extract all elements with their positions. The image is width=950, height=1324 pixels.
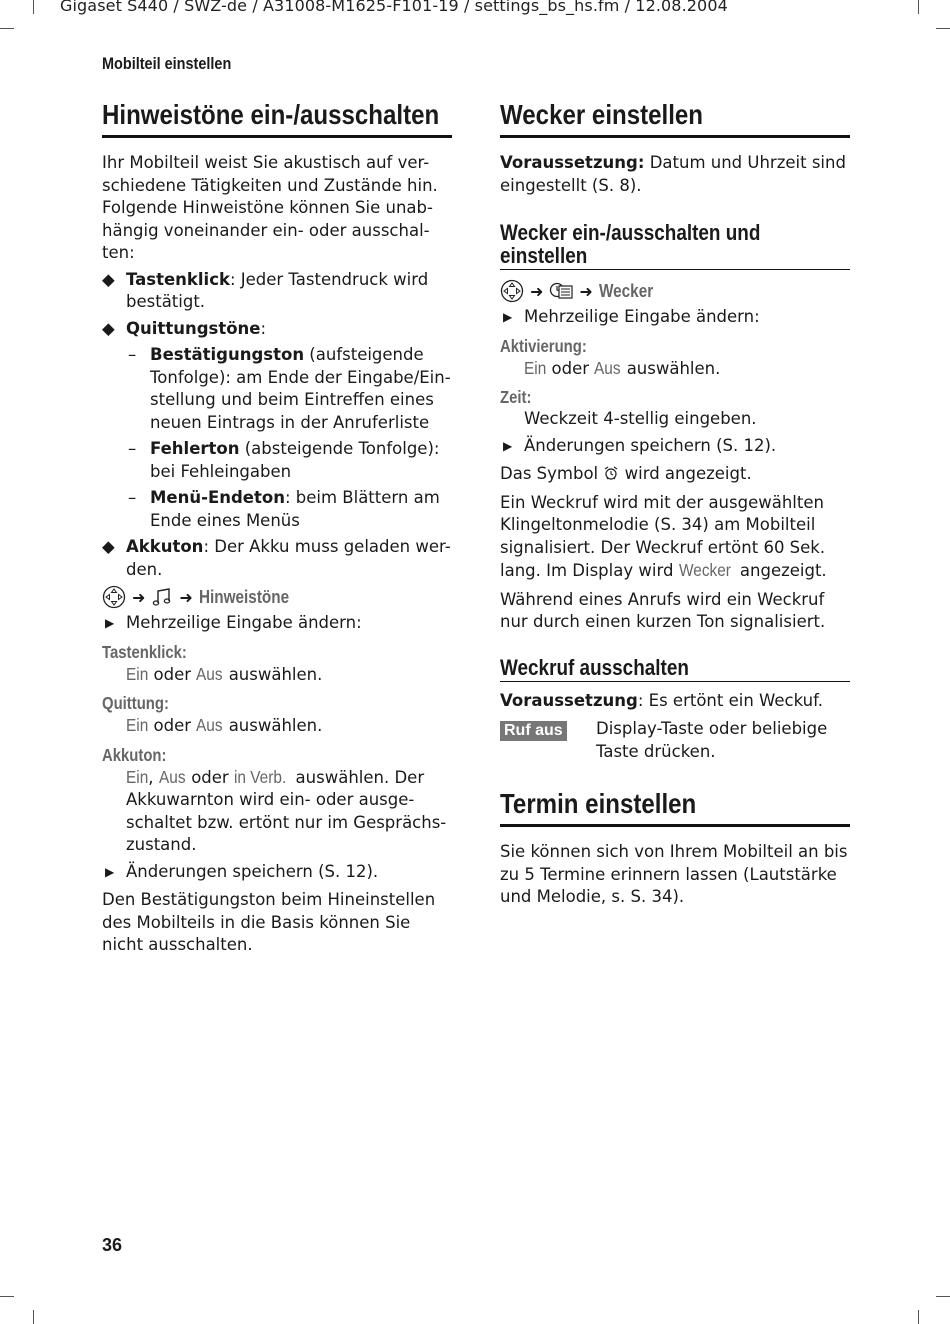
section-label: Mobilteil einstellen [102,54,232,73]
section-title-wecker: Wecker einstellen [500,99,704,130]
crop-mark [0,28,14,29]
title-rule [500,135,850,138]
subsection-rule [500,681,850,682]
diamond-bullet-icon: ◆ [102,269,115,289]
crop-mark [918,0,919,14]
clock-menu-icon [549,280,573,302]
diamond-bullet-icon: ◆ [102,537,115,556]
ruf-aus-softkey[interactable]: Ruf aus [500,721,567,741]
softkey-desc: Display-Taste oder beliebige Taste drücken. [596,719,828,761]
subsection-title: Wecker ein-/ausschalten und einstellen [500,220,761,268]
right-column [500,96,850,909]
field-label: Quittung: [102,693,169,713]
title-rule [500,824,850,827]
closing-paragraph: Den Bestätigungston beim Hineinstellen des Mobilteils in die Basis können Sie nicht ausschalten. [102,890,436,954]
triangle-right-icon: ▶ [105,864,115,879]
arrow-right-icon: ➜ [530,281,544,301]
sub-list-item: – Bestätigungston (aufsteigende Tonfolge): am Ende der Eingabe/Ein-stellung und beim Eintreffen eines neuen Eintrags in der Anruferliste [128,345,451,432]
menu-path [102,584,452,610]
crop-mark [918,1310,919,1324]
sub-list-item: – Fehlerton (absteigende Tonfolge): bei Fehleingaben [128,439,440,481]
symbol-note: Das Symbol wird angezeigt. [500,464,752,483]
crop-mark [33,1310,34,1324]
crop-mark [0,1296,14,1297]
menu-item-hinweistoene: Hinweistöne [198,586,289,607]
intro-paragraph: Ihr Mobilteil weist Sie akustisch auf ver-schiedene Tätigkeiten und Zustände hin. Folgende Hinweistöne können Sie unab-hängig voneinander ein- oder ausschal-ten: [102,153,438,262]
step: ▶ Änderungen speichern (S. 12). [500,435,850,458]
running-header: Gigaset S440 / SWZ-de / A31008-M1625-F101-19 / settings_bs_hs.fm / 12.08.2004 [60,0,728,15]
crop-mark [936,28,950,29]
field-desc: Ein oder Aus auswählen. [126,663,323,684]
field-label: Akkuton: [102,744,167,765]
prerequisite: Voraussetzung: Es ertönt ein Weckuf. [500,690,823,710]
title-rule [102,135,452,138]
section-title-termin: Termin einstellen [500,788,697,819]
control-key-icon [102,585,126,609]
paragraph: Ein Weckruf wird mit der ausgewählten Klingeltonmelodie (S. 34) am Mobilteil signalisiert. Der Weckruf ertönt 60 Sek. lang. Im Display wird Wecker angezeigt. [500,492,827,580]
menu-path [500,278,850,304]
paragraph: Während eines Anrufs wird ein Weckruf nur durch einen kurzen Ton signalisiert. [500,589,826,631]
crop-mark [33,0,34,14]
diamond-bullet-icon: ◆ [102,318,115,338]
arrow-right-icon: ➜ [579,281,593,301]
step: ▶ Änderungen speichern (S. 12). [102,861,452,884]
step: ▶ Mehrzeilige Eingabe ändern: [500,306,850,329]
arrow-right-icon: ➜ [179,587,193,607]
menu-item-wecker: Wecker [598,280,653,301]
list-item: ◆ Quittungstöne: [102,318,452,341]
list-item: ◆ Tastenklick: Jeder Tastendruck wird bestätigt. [102,269,429,311]
field-desc: Ein, Aus oder in Verb. auswählen. Der Akkuwarnton wird ein- oder ausge-schaltet bzw. ertönt nur im Gesprächs-zustand. [126,766,447,854]
list-item: ◆ Akkuton: Der Akku muss geladen wer-den. [102,537,451,579]
field-label: Zeit: [500,387,532,407]
music-note-icon [151,586,173,608]
paragraph: Sie können sich von Ihrem Mobilteil an bis zu 5 Termine erinnern lassen (Lautstärke und Melodie, s. S. 34). [500,842,848,906]
section-title-hinweistoene: Hinweistöne ein-/ausschalten [102,99,440,130]
subsection-rule [500,269,850,270]
crop-mark [936,1296,950,1297]
field-desc: Weckzeit 4-stellig eingeben. [524,409,757,428]
field-label: Tastenklick: [102,641,187,662]
triangle-right-icon: ▶ [105,616,115,630]
step: ▶ Mehrzeilige Eingabe ändern: [102,612,452,635]
arrow-right-icon: ➜ [132,587,146,607]
subsection-title: Weckruf ausschalten [500,654,689,680]
sub-list-item: – Menü-Endeton: beim Blättern am Ende eines Menüs [128,488,440,530]
field-desc: Ein oder Aus auswählen. [126,715,323,735]
left-column [102,96,452,957]
field-label: Aktivierung: [500,335,587,356]
control-key-icon [500,279,524,303]
alarm-clock-icon [603,465,619,481]
prerequisite: Voraussetzung: Datum und Uhrzeit sind eingestellt (S. 8). [500,153,846,195]
field-desc: Ein oder Aus auswählen. [524,357,721,378]
triangle-right-icon: ▶ [503,438,513,453]
triangle-right-icon: ▶ [503,310,513,324]
page-number: 36 [102,1235,123,1255]
softkey-row [500,718,850,763]
